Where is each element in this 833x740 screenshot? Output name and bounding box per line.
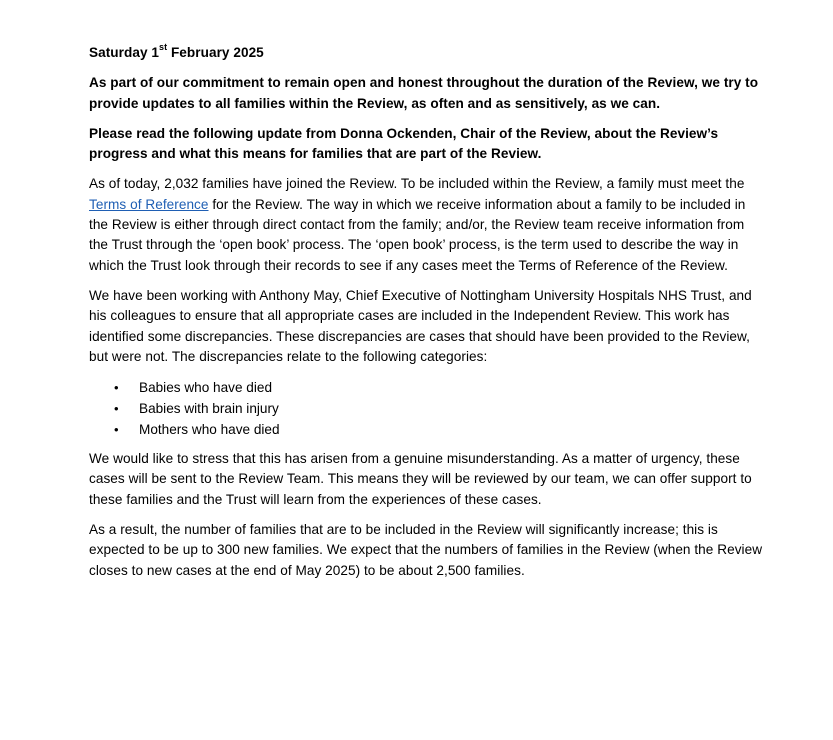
terms-of-reference-link[interactable]: Terms of Reference [89, 196, 209, 212]
families-joined-paragraph [89, 174, 763, 275]
category-label: Babies with brain injury [139, 401, 279, 417]
list-item [114, 419, 763, 440]
bullet-icon: • [114, 401, 119, 417]
intro-update-paragraph: Please read the following update from Donna Ockenden, Chair of the Review, about the Review’s progress and what this means for families that are part of the Review. [89, 125, 719, 162]
misunderstanding-paragraph: We would like to stress that this has arisen from a genuine misunderstanding. As a matter of urgency, these cases will be sent to the Review Team. This means they will be reviewed by our team, we can offer support to these families and the Trust will learn from the experiences of these cases. [89, 451, 752, 507]
list-item [114, 398, 763, 419]
intro-commitment-paragraph: As part of our commitment to remain open and honest throughout the duration of the Review, we try to provide updates to all families within the Review, as often and as sensitively, as we can. [89, 75, 759, 111]
result-paragraph: As a result, the number of families that are to be included in the Review will significantly increase; this is expected to be up to 300 new families. We expect that the numbers of families in the Review (when the Review closes to new cases at the end of May 2025) to be about 2,500 families. [89, 522, 763, 578]
category-label: Mothers who have died [139, 422, 280, 438]
bullet-icon: • [114, 380, 119, 396]
category-label: Babies who have died [139, 380, 273, 396]
date-ordinal-suffix: st [159, 42, 168, 53]
list-item [114, 377, 763, 398]
date-day: Saturday 1 [89, 45, 160, 60]
discrepancy-categories-list [89, 377, 763, 440]
families-joined-text-start: As of today, 2,032 families have joined the Review. To be included within the Review, a family must meet the [89, 176, 745, 192]
discrepancies-paragraph: We have been working with Anthony May, Chief Executive of Nottingham University Hospitals NHS Trust, and his colleagues to ensure that all appropriate cases are included in the Independent Review. This work has identified some discrepancies. These discrepancies are cases that should have been provided to the Review, but were not. The discrepancies relate to the following categories: [89, 287, 752, 364]
bullet-icon: • [114, 422, 119, 438]
update-date [89, 43, 763, 63]
families-joined-text-end: for the Review. The way in which we receive information about a family to be included in the Review is either through direct contact from the family; and/or, the Review team receive information from the Trust through the ‘open book’ process. The ‘open book’ process, is the term used to describe the way in which the Trust look through their records to see if any cases meet the Terms of Reference of the Review. [89, 196, 746, 273]
date-month-year: February 2025 [167, 45, 264, 60]
